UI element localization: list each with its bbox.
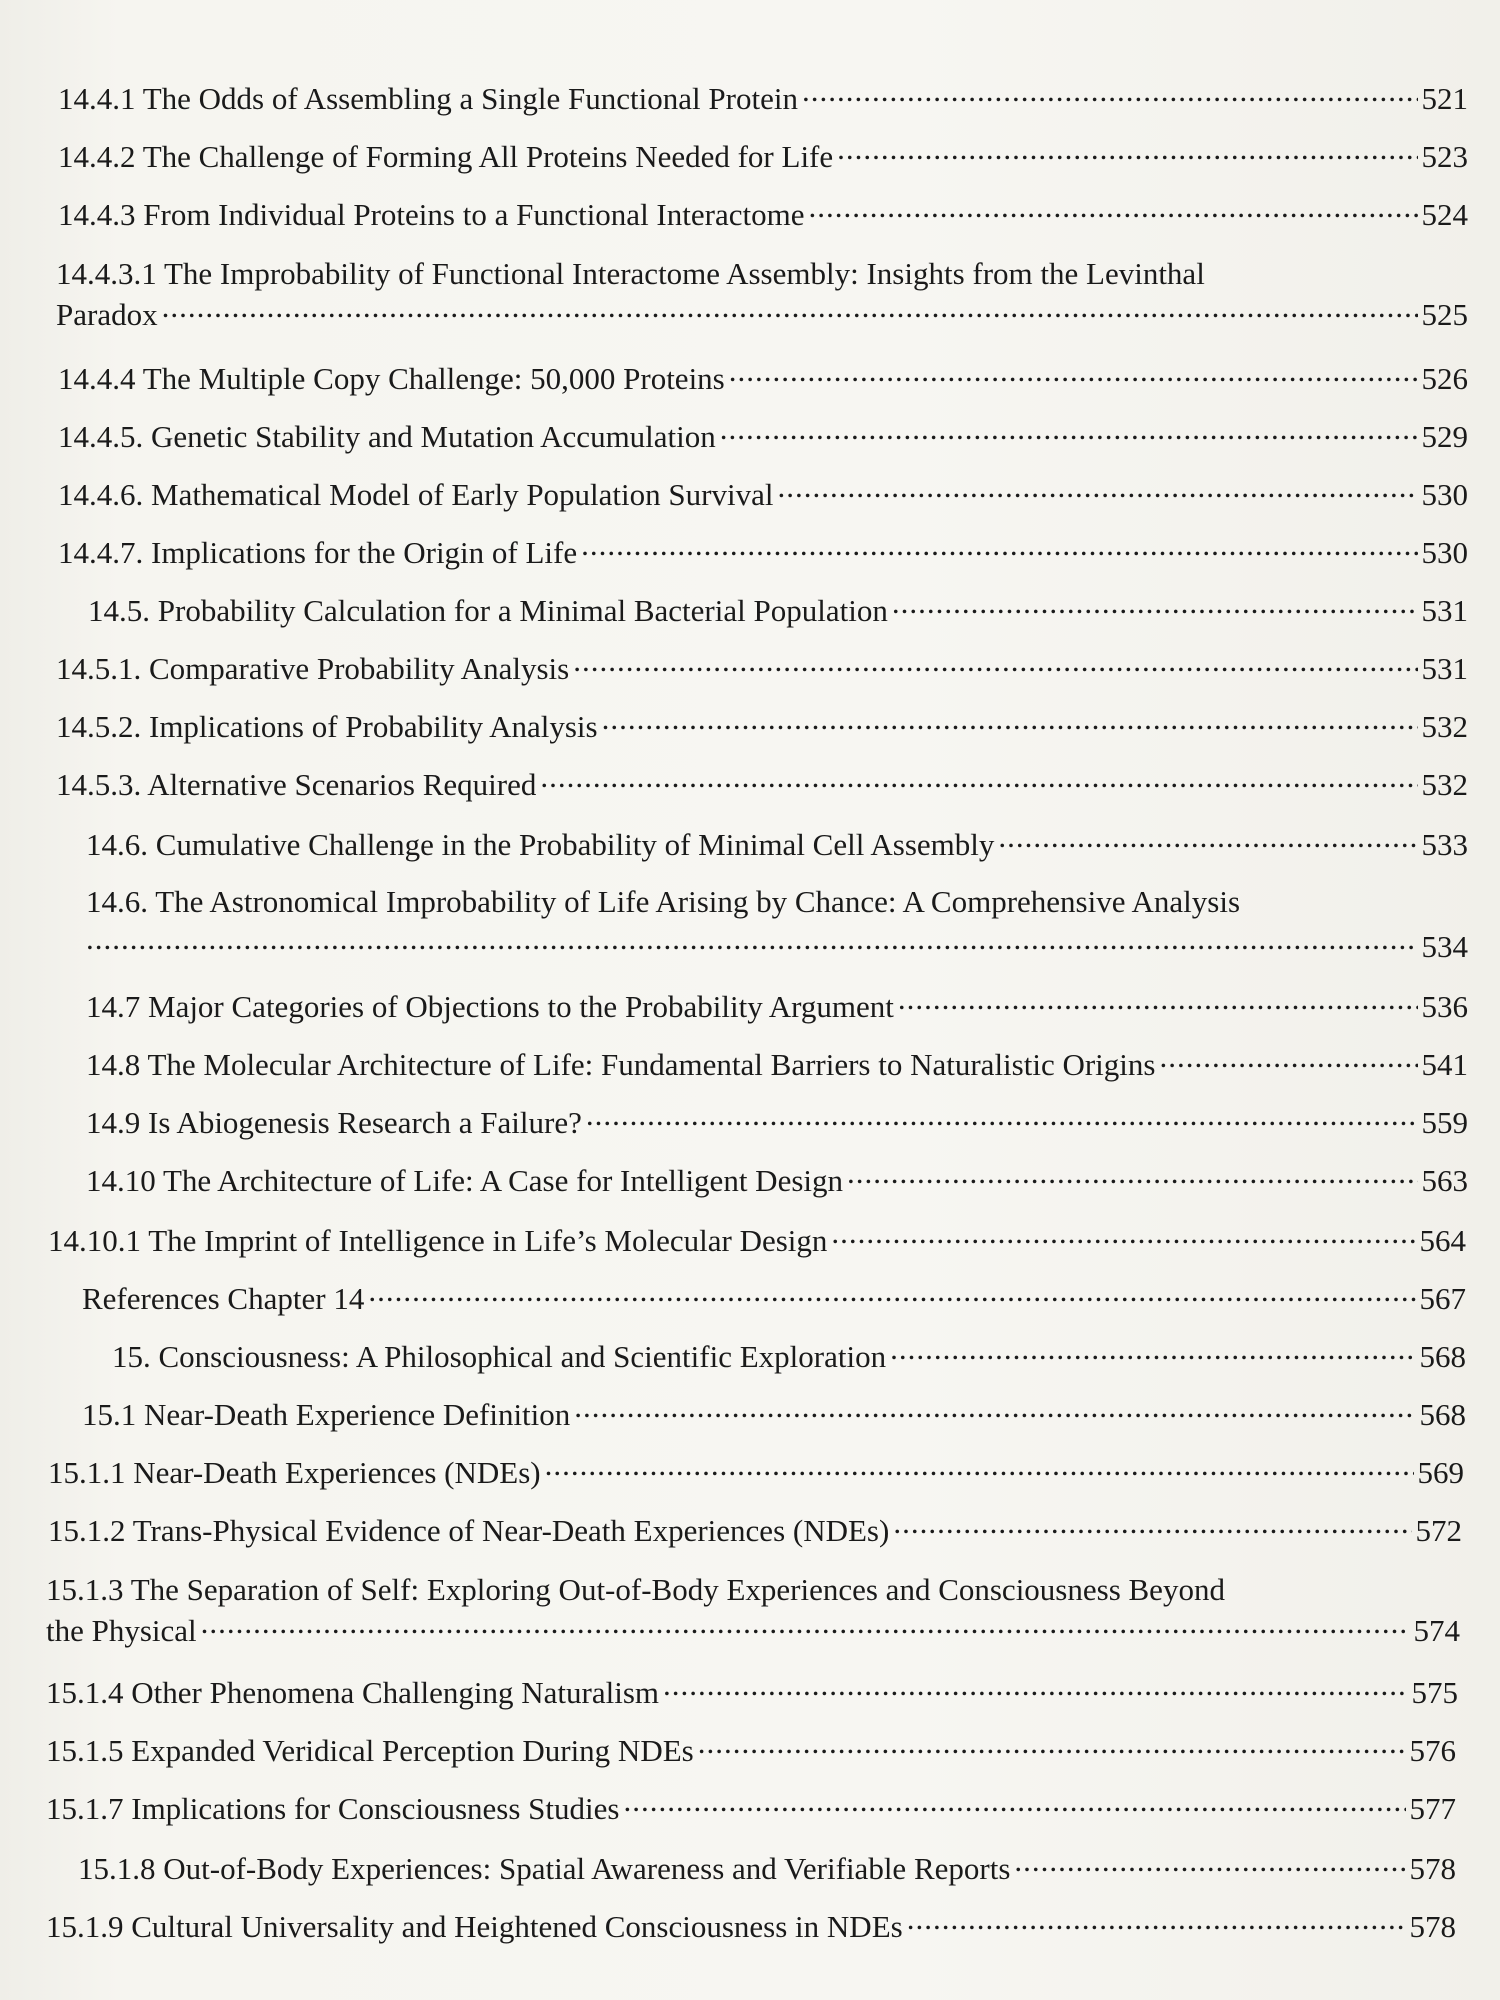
toc-entry-title: 15.1.4 Other Phenomena Challenging Naturalism	[46, 1675, 659, 1710]
toc-entry-title-line1: 15.1.3 The Separation of Self: Exploring Out-of-Body Experiences and Consciousness Beyond	[46, 1572, 1225, 1607]
dot-leader	[907, 1906, 1406, 1937]
toc-entry-page: 529	[1421, 419, 1468, 454]
dot-leader	[574, 1394, 1415, 1425]
toc-entry-page: 533	[1421, 827, 1468, 862]
toc-entry-page: 530	[1421, 535, 1468, 570]
toc-entry-title: 14.9 Is Abiogenesis Research a Failure?	[86, 1105, 582, 1140]
toc-entry	[48, 1510, 1462, 1551]
toc-entry-title: 14.4.5. Genetic Stability and Mutation Accumulation	[58, 419, 716, 454]
toc-entry-title: 14.5. Probability Calculation for a Minimal Bacterial Population	[88, 593, 888, 628]
toc-entry-title: 14.5.3. Alternative Scenarios Required	[56, 767, 537, 802]
dot-leader	[545, 1452, 1414, 1483]
dot-leader	[623, 1788, 1405, 1819]
toc-entry-title: 14.4.4 The Multiple Copy Challenge: 50,000 Proteins	[58, 361, 725, 396]
toc-entry	[58, 532, 1468, 573]
toc-entry-page: 523	[1421, 139, 1468, 174]
toc-entry-page: 559	[1421, 1105, 1468, 1140]
dot-leader	[573, 648, 1417, 679]
toc-entry-page: 534	[1421, 929, 1468, 964]
toc-entry	[58, 194, 1468, 235]
toc-entry-page: 572	[1415, 1513, 1462, 1548]
dot-leader	[581, 532, 1417, 563]
toc-entry	[46, 1672, 1458, 1713]
dot-leader	[998, 824, 1417, 855]
dot-leader	[720, 416, 1418, 447]
toc-entry-page: 532	[1421, 709, 1468, 744]
toc-entry-page: 532	[1421, 767, 1468, 802]
toc-entry-page: 577	[1409, 1791, 1456, 1826]
toc-entry	[56, 706, 1468, 747]
toc-entry-title: 15.1.1 Near-Death Experiences (NDEs)	[48, 1455, 541, 1490]
toc-entry	[48, 1452, 1464, 1493]
dot-leader	[540, 764, 1417, 795]
toc-entry-title-line1: 14.6. The Astronomical Improbability of Life Arising by Chance: A Comprehensive Analysis	[86, 884, 1241, 919]
dot-leader	[893, 1510, 1411, 1541]
toc-entry-title: References Chapter 14	[82, 1281, 365, 1316]
dot-leader	[802, 78, 1418, 109]
toc-entry	[86, 1044, 1468, 1085]
toc-entry-page: 574	[1413, 1613, 1460, 1648]
toc-entry-title: 15. Consciousness: A Philosophical and Scientific Exploration	[112, 1339, 887, 1374]
toc-entry	[58, 358, 1468, 399]
toc-entry-title: 14.10.1 The Imprint of Intelligence in Life’s Molecular Design	[48, 1223, 828, 1258]
toc-entry-page: 567	[1419, 1281, 1466, 1316]
dot-leader	[729, 358, 1418, 389]
toc-entry-page: 568	[1419, 1339, 1466, 1374]
toc-entry	[82, 1394, 1466, 1435]
toc-entry-title: 14.6. Cumulative Challenge in the Probability of Minimal Cell Assembly	[86, 827, 995, 862]
toc-entry-title: 14.5.2. Implications of Probability Analysis	[56, 709, 598, 744]
dot-leader	[831, 1220, 1415, 1251]
dot-leader	[698, 1730, 1406, 1761]
toc-entry	[46, 1906, 1456, 1947]
dot-leader	[663, 1672, 1408, 1703]
toc-entry-page: 536	[1421, 989, 1468, 1024]
toc-entry	[86, 986, 1468, 1027]
toc-entry-title: 15.1.8 Out-of-Body Experiences: Spatial Awareness and Verifiable Reports	[78, 1851, 1011, 1886]
toc-entry-page: 524	[1421, 197, 1468, 232]
toc-entry-title: 14.4.1 The Odds of Assembling a Single Functional Protein	[58, 81, 798, 116]
dot-leader	[1014, 1848, 1405, 1879]
dot-leader	[86, 926, 1418, 957]
toc-entry-title: 14.10 The Architecture of Life: A Case for Intelligent Design	[86, 1163, 844, 1198]
toc-entry-page: 530	[1421, 477, 1468, 512]
toc-entry	[88, 590, 1468, 631]
toc-entry	[46, 1730, 1456, 1771]
toc-entry-title: 14.4.6. Mathematical Model of Early Population Survival	[58, 477, 774, 512]
toc-entry-title: 14.5.1. Comparative Probability Analysis	[56, 651, 570, 686]
dot-leader	[890, 1336, 1415, 1367]
toc-entry-continuation	[86, 926, 1468, 967]
dot-leader	[162, 294, 1418, 325]
dot-leader	[586, 1102, 1418, 1133]
toc-entry-page: 541	[1421, 1047, 1468, 1082]
toc-entry-title: 15.1 Near-Death Experience Definition	[82, 1397, 571, 1432]
toc-entry	[86, 824, 1468, 865]
toc-entry-page: 576	[1409, 1733, 1456, 1768]
toc-entry	[56, 254, 1468, 335]
toc-entry-page: 575	[1411, 1675, 1458, 1710]
toc-entry-page: 568	[1419, 1397, 1466, 1432]
toc-entry	[58, 78, 1468, 119]
toc-entry	[48, 1220, 1466, 1261]
toc-entry-page: 578	[1409, 1851, 1456, 1886]
toc-entry-page: 564	[1419, 1223, 1466, 1258]
toc-entry-title: 15.1.2 Trans-Physical Evidence of Near-Death Experiences (NDEs)	[48, 1513, 890, 1548]
dot-leader	[892, 590, 1418, 621]
toc-entry-title: 14.4.2 The Challenge of Forming All Proteins Needed for Life	[58, 139, 834, 174]
dot-leader	[837, 136, 1417, 167]
toc-entry	[58, 416, 1468, 457]
toc-entry-page: 526	[1421, 361, 1468, 396]
toc-entry	[86, 882, 1468, 922]
dot-leader	[368, 1278, 1415, 1309]
toc-entry-page: 578	[1409, 1909, 1456, 1944]
toc-entry	[78, 1848, 1456, 1889]
toc-entry	[56, 764, 1468, 805]
dot-leader	[201, 1610, 1410, 1641]
toc-entry-title: 14.7 Major Categories of Objections to the Probability Argument	[86, 989, 894, 1024]
toc-entry-page: 525	[1421, 297, 1468, 332]
dot-leader	[847, 1160, 1417, 1191]
toc-entry-page: 521	[1421, 81, 1468, 116]
toc-entry	[112, 1336, 1466, 1377]
dot-leader	[777, 474, 1417, 505]
toc-entry	[86, 1160, 1468, 1201]
toc-entry-page: 531	[1421, 593, 1468, 628]
toc-entry-page: 563	[1421, 1163, 1468, 1198]
toc-entry	[46, 1788, 1456, 1829]
toc-entry-title: Paradox	[56, 297, 158, 332]
dot-leader	[808, 194, 1417, 225]
toc-entry-title-line1: 14.4.3.1 The Improbability of Functional Interactome Assembly: Insights from the Levinthal	[56, 256, 1205, 291]
dot-leader	[602, 706, 1418, 737]
toc-entry-title: 14.4.7. Implications for the Origin of Life	[58, 535, 578, 570]
dot-leader	[1159, 1044, 1417, 1075]
toc-entry	[46, 1570, 1460, 1651]
toc-entry	[86, 1102, 1468, 1143]
toc-entry-title: 14.8 The Molecular Architecture of Life: Fundamental Barriers to Naturalistic Origins	[86, 1047, 1156, 1082]
toc-entry	[82, 1278, 1466, 1319]
toc-entry-title: 15.1.9 Cultural Universality and Heightened Consciousness in NDEs	[46, 1909, 903, 1944]
toc-entry-title: 15.1.7 Implications for Consciousness Studies	[46, 1791, 620, 1826]
toc-entry-title: 15.1.5 Expanded Veridical Perception During NDEs	[46, 1733, 694, 1768]
toc-entry-title: 14.4.3 From Individual Proteins to a Functional Interactome	[58, 197, 805, 232]
toc-entry-title: the Physical	[46, 1613, 197, 1648]
toc-entry-page: 531	[1421, 651, 1468, 686]
dot-leader	[898, 986, 1418, 1017]
toc-entry	[58, 136, 1468, 177]
toc-entry	[58, 474, 1468, 515]
toc-entry-page: 569	[1417, 1455, 1464, 1490]
toc-entry	[56, 648, 1468, 689]
